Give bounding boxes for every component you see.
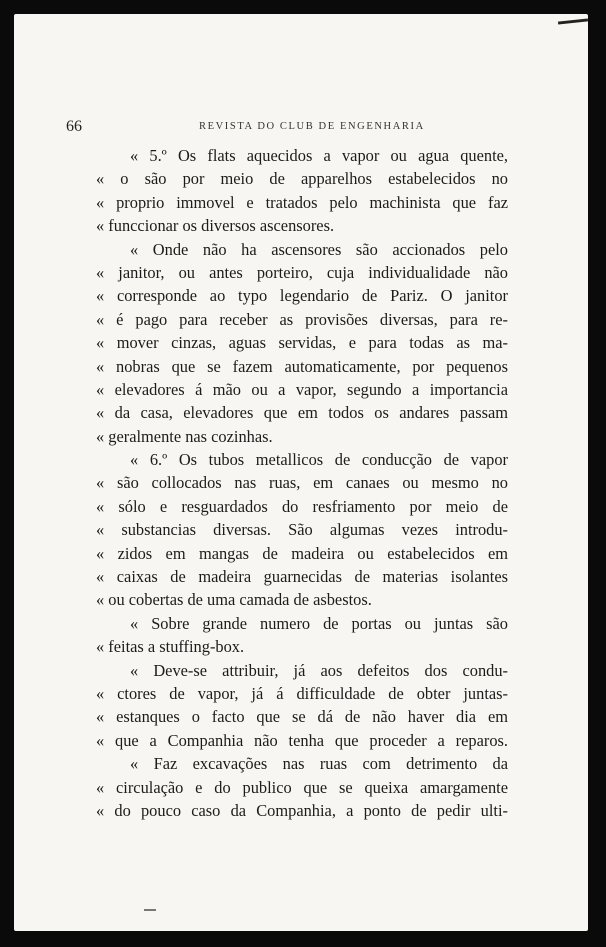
text-line: « da casa, elevadores que em todos os andares passam	[96, 403, 508, 423]
bottom-mark	[144, 909, 156, 911]
text-line: « substancias diversas. São algumas vezes introdu-	[96, 520, 508, 540]
text-line: « do pouco caso da Companhia, a ponto de pedir ulti-	[96, 800, 508, 820]
text-line: « janitor, ou antes porteiro, cuja individualidade não	[96, 262, 508, 282]
page-edge-mark	[558, 18, 588, 24]
text-line: « circulação e do publico que se queixa amargamente	[96, 777, 508, 797]
text-line: « Faz excavações nas ruas com detrimento da	[130, 754, 508, 774]
text-line: « Onde não ha ascensores são accionados pelo	[130, 239, 508, 259]
text-line: « zidos em mangas de madeira ou estabelecidos em	[96, 543, 508, 563]
text-line: « o são por meio de apparelhos estabelecidos no	[96, 169, 508, 189]
text-line: « são collocados nas ruas, em canaes ou mesmo no	[96, 473, 508, 493]
text-line: « Deve-se attribuir, já aos defeitos dos condu-	[130, 660, 508, 680]
text-line: « que a Companhia não tenha que proceder a reparos.	[96, 730, 508, 750]
page-header	[14, 118, 588, 138]
text-line: « sólo e resguardados do resfriamento por meio de	[96, 496, 508, 516]
text-line: « feitas a stuffing-box.	[96, 637, 245, 657]
text-line: « geralmente nas cozinhas.	[96, 426, 273, 446]
book-page	[14, 14, 588, 931]
text-line: « é pago para receber as provisões diversas, para re-	[96, 309, 508, 329]
text-line: « ou cobertas de uma camada de asbestos.	[96, 590, 372, 610]
body-text	[96, 144, 508, 822]
page-number: 66	[66, 118, 82, 135]
text-line: « funccionar os diversos ascensores.	[96, 216, 335, 236]
text-line: « Sobre grande numero de portas ou juntas são	[130, 613, 508, 633]
text-line: « mover cinzas, aguas servidas, e para todas as ma-	[96, 333, 508, 353]
text-line: « estanques o facto que se dá de não haver dia em	[96, 707, 508, 727]
running-head: REVISTA DO CLUB DE ENGENHARIA	[199, 121, 425, 132]
text-line: « elevadores á mão ou a vapor, segundo a importancia	[96, 379, 508, 399]
text-line: « 6.º Os tubos metallicos de conducção de vapor	[130, 450, 508, 470]
text-line: « ctores de vapor, já á difficuldade de obter juntas-	[96, 683, 508, 703]
text-line: « 5.º Os flats aquecidos a vapor ou agua quente,	[130, 146, 508, 165]
text-line: « corresponde ao typo legendario de Pariz. O janitor	[96, 286, 508, 306]
text-line: « nobras que se fazem automaticamente, por pequenos	[96, 356, 508, 376]
text-line: « proprio immovel e tratados pelo machinista que faz	[96, 192, 508, 212]
text-line: « caixas de madeira guarnecidas de materias isolantes	[96, 567, 508, 587]
